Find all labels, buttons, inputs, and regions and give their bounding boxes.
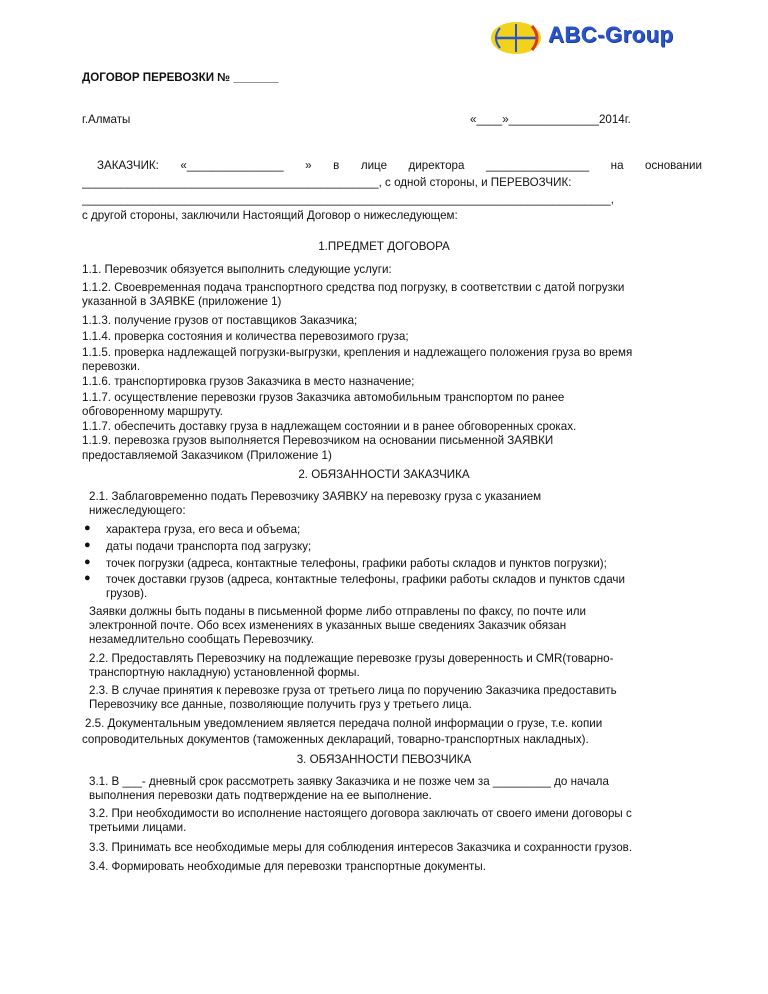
section-2-heading: 2. ОБЯЗАННОСТИ ЗАКАЗЧИКА xyxy=(298,468,470,481)
logo-text: ABC-Group xyxy=(548,22,674,47)
clause-3-1b: выполнения перевозки дать подтверждение на ее выполнение. xyxy=(89,789,432,802)
section-1-heading: 1.ПРЕДМЕТ ДОГОВОРА xyxy=(318,240,450,253)
clause-1-1-7a: 1.1.7. осуществление перевозки грузов Заказчика автомобильным транспортом по ранее xyxy=(82,391,565,404)
clause-1-1-5a: 1.1.5. проверка надлежащей погрузки-выгрузки, крепления и надлежащего положения груза во время xyxy=(82,346,633,359)
clause-2-3b: Перевозчику все данные, позволяющие получить груз у третьего лица. xyxy=(89,698,472,711)
clause-1-1-7c: 1.1.7. обеспечить доставку груза в надлежащем состоянии и в ранее обговоренных сроках. xyxy=(82,420,577,433)
clause-2-1b: нижеследующего: xyxy=(89,504,186,517)
bullet-icon: ● xyxy=(84,522,91,534)
bullet-icon: ● xyxy=(84,539,91,551)
clause-3-4: 3.4. Формировать необходимые для перевозки транспортные документы. xyxy=(89,860,486,873)
clause-1-1-6: 1.1.6. транспортировка грузов Заказчика в место назначение; xyxy=(82,375,415,388)
clause-1-1-2a: 1.1.2. Своевременная подача транспортного средства под погрузку, в соответствии с датой погрузки xyxy=(82,281,625,294)
intro-line-1: ЗАКАЗЧИК: «_______________ » в лице директора ________________ на основании xyxy=(97,159,702,172)
clause-2-3a: 2.3. В случае принятия к перевозке груза от третьего лица по поручению Заказчика предоставить xyxy=(89,684,617,697)
clause-1-1-9a: 1.1.9. перевозка грузов выполняется Перевозчиком на основании письменной ЗАЯВКИ xyxy=(82,434,554,447)
clause-3-3: 3.3. Принимать все необходимые меры для соблюдения интересов Заказчика и сохранности грузов. xyxy=(89,841,633,854)
company-logo xyxy=(488,18,688,58)
clause-1-1-2b: указанной в ЗАЯВКЕ (приложение 1) xyxy=(82,295,282,308)
contract-title: ДОГОВОР ПЕРЕВОЗКИ № _______ xyxy=(82,71,279,84)
clause-2-5a: 2.5. Документальным уведомлением является передача полной информации о грузе, т.е. копии xyxy=(85,717,603,730)
clause-2-2b: транспортную накладную) установленной формы. xyxy=(89,666,360,679)
contract-date: «____»______________2014г. xyxy=(470,113,631,126)
city: г.Алматы xyxy=(82,113,131,126)
logo-emblem-icon xyxy=(488,18,550,58)
notice-line-2: электронной почте. Обо всех изменениях в указанных выше сведениях Заказчик обязан xyxy=(89,619,567,632)
bullet-item-2: даты подачи транспорта под загрузку; xyxy=(106,540,312,553)
intro-line-2: ______________________________________________, с одной стороны, и ПЕРЕВОЗЧИК: xyxy=(82,176,572,189)
clause-2-5b: сопроводительных документов (таможенных деклараций, товарно-транспортных накладных). xyxy=(82,733,589,746)
intro-line-4: с другой стороны, заключили Настоящий Договор о нижеследующем: xyxy=(82,209,458,222)
notice-line-3: незамедлительно сообщать Перевозчику. xyxy=(89,633,314,646)
clause-1-1-9b: предоставляемой Заказчиком (Приложение 1) xyxy=(82,449,332,462)
bullet-item-1: характера груза, его веса и объема; xyxy=(106,523,301,536)
clause-2-1a: 2.1. Заблаговременно подать Перевозчику ЗАЯВКУ на перевозку груза с указанием xyxy=(89,490,542,503)
section-3-heading: 3. ОБЯЗАННОСТИ ПЕВОЗЧИКА xyxy=(296,753,472,766)
bullet-item-3: точек погрузки (адреса, контактные телефоны, графики работы складов и пунктов погрузки); xyxy=(106,557,607,570)
clause-1-1: 1.1. Перевозчик обязуется выполнить следующие услуги: xyxy=(82,263,392,276)
bullet-icon: ● xyxy=(84,556,91,568)
intro-line-3: __________________________________________________________________________________, xyxy=(82,193,614,206)
bullet-icon: ● xyxy=(84,572,91,584)
bullet-item-4: точек доставки грузов (адреса, контактные телефоны, графики работы складов и пунктов сдачи xyxy=(106,573,625,586)
bullet-item-4-cont: грузов). xyxy=(106,587,148,600)
clause-1-1-3: 1.1.3. получение грузов от поставщиков Заказчика; xyxy=(82,314,358,327)
notice-line-1: Заявки должны быть поданы в письменной форме либо отправлены по факсу, по почте или xyxy=(89,605,587,618)
clause-2-2a: 2.2. Предоставлять Перевозчику на подлежащие перевозке грузы доверенность и CMR(товарно- xyxy=(89,652,614,665)
clause-1-1-7b: обговоренному маршруту. xyxy=(82,405,223,418)
clause-3-1a: 3.1. В ___- дневный срок рассмотреть заявку Заказчика и не позже чем за _________ до начала xyxy=(89,775,609,788)
clause-1-1-4: 1.1.4. проверка состояния и количества перевозимого груза; xyxy=(82,330,409,343)
clause-1-1-5b: перевозки. xyxy=(82,360,141,373)
clause-3-2b: третьими лицами. xyxy=(89,821,187,834)
clause-3-2a: 3.2. При необходимости во исполнение настоящего договора заключать от своего имени договоры с xyxy=(89,807,632,820)
